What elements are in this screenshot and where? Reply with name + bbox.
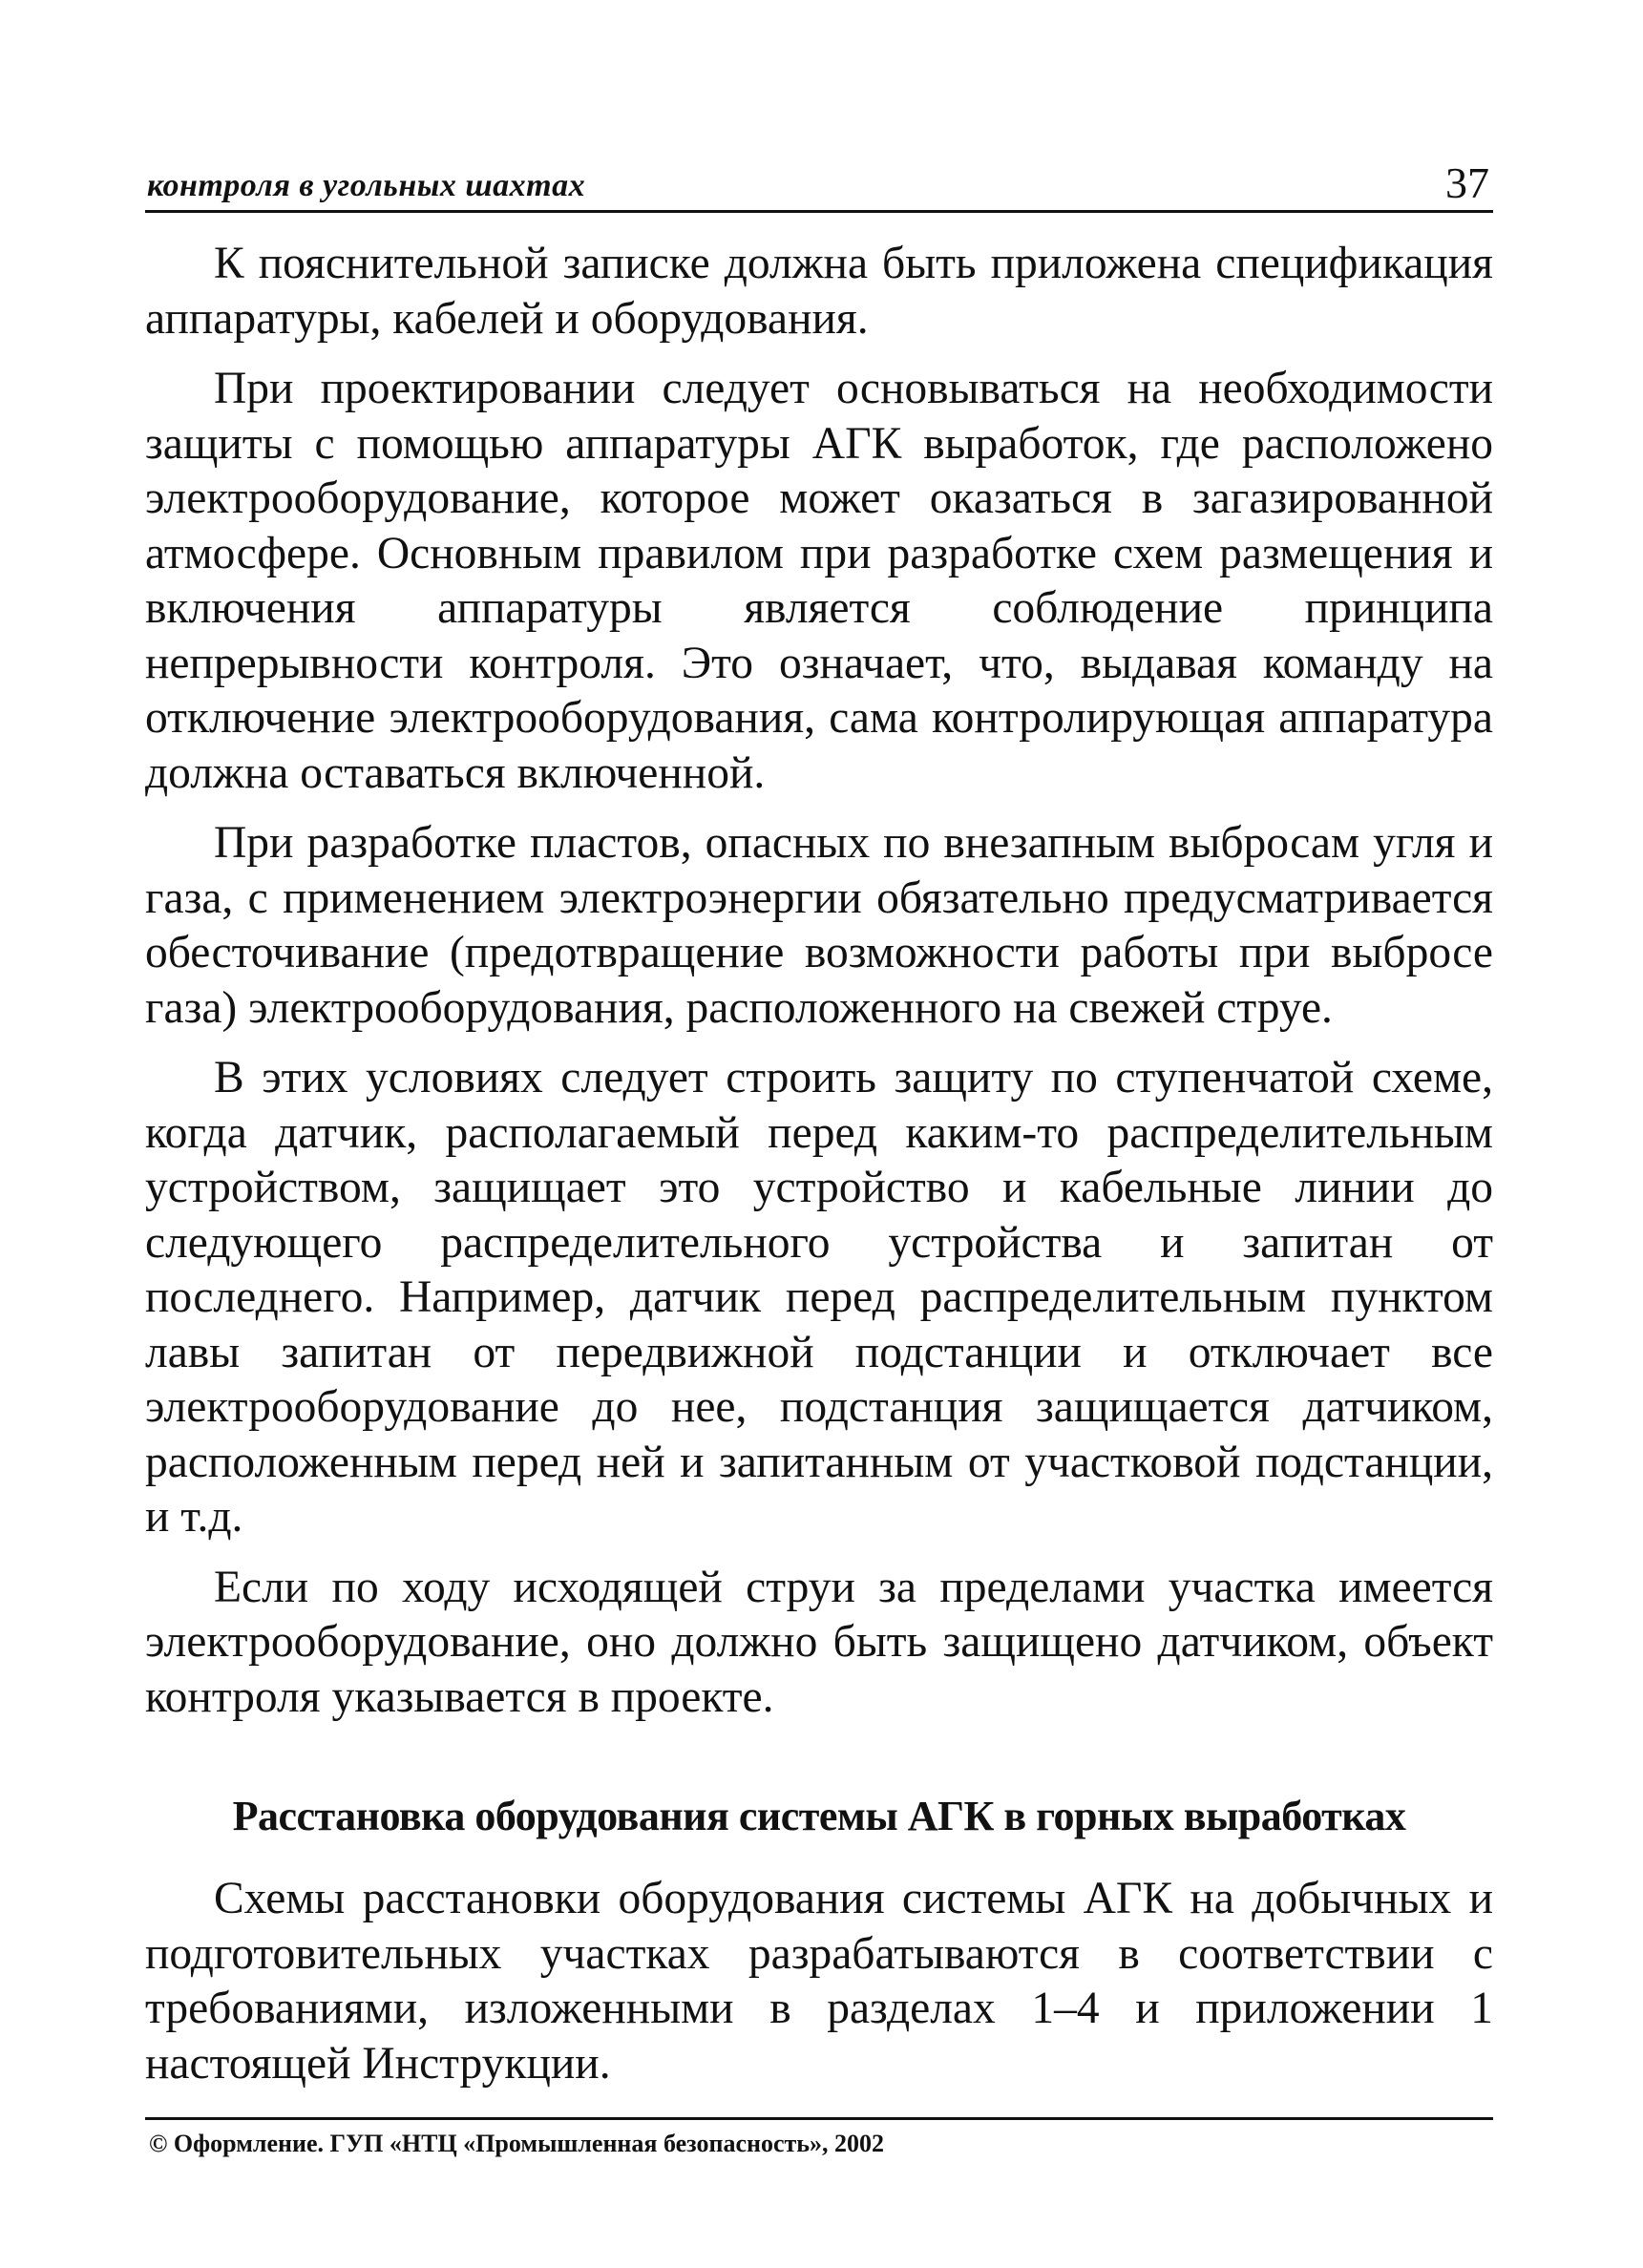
running-header	[145, 160, 1493, 213]
paragraph-return-airflow: Если по ходу исходящей струи за пределами участка имеется электрооборудование, оно должно быть защищено датчиком, объект контроля указывается в проекте.	[145, 1562, 1493, 1722]
footer-copyright: © Оформление. ГУП «НТЦ «Промышленная безопасность», 2002	[149, 2130, 885, 2157]
page-number: 37	[1445, 158, 1489, 207]
paragraph-specification: К пояснительной записке должна быть приложена спецификация аппаратуры, кабелей и оборудования.	[145, 239, 1493, 344]
paragraph-outburst-seams: При разработке пластов, опасных по внезапным выбросам угля и газа, с применением электроэнергии обязательно предусматривается обесточивание (предотвращение возможности работы при выбросе газа) электрооборудования, расположенного на свежей струе.	[145, 818, 1493, 1033]
section-heading: Расстановка оборудования системы АГК в горных выработках	[232, 1793, 1406, 1839]
body-text	[145, 237, 1493, 2107]
paragraph-stepped-protection: В этих условиях следует строить защиту по ступенчатой схеме, когда датчик, располагаемый перед каким-то распределительным устройством, защищает это устройство и кабельные линии до следующего распределительного устройства и запитан от последнего. Например, датчик перед распределительным пунктом лавы запитан от передвижной подстанции и отключает все электрооборудование до нее, подстанция защищается датчиком, расположенным перед ней и запитанным от участковой подстанции, и т.д.	[145, 1053, 1493, 1542]
running-header-title: контроля в угольных шахтах	[147, 168, 586, 203]
paragraph-design-principles: При проектировании следует основываться на необходимости защиты с помощью аппаратуры АГК выработок, где расположено электрооборудование, которое может оказаться в загазированной атмосфере. Основным правилом при разработке схем размещения и включения аппаратуры является соблюдение принципа непрерывности контроля. Это означает, что, выдавая команду на отключение электрооборудования, сама контролирующая аппаратура должна оставаться включенной.	[145, 364, 1493, 798]
paragraph-equipment-layout: Схемы расстановки оборудования системы АГК на добычных и подготовительных участках разрабатываются в соответствии с требованиями, изложенными в разделах 1–4 и приложении 1 настоящей Инструкции.	[145, 1874, 1493, 2089]
footer	[145, 2117, 1493, 2158]
